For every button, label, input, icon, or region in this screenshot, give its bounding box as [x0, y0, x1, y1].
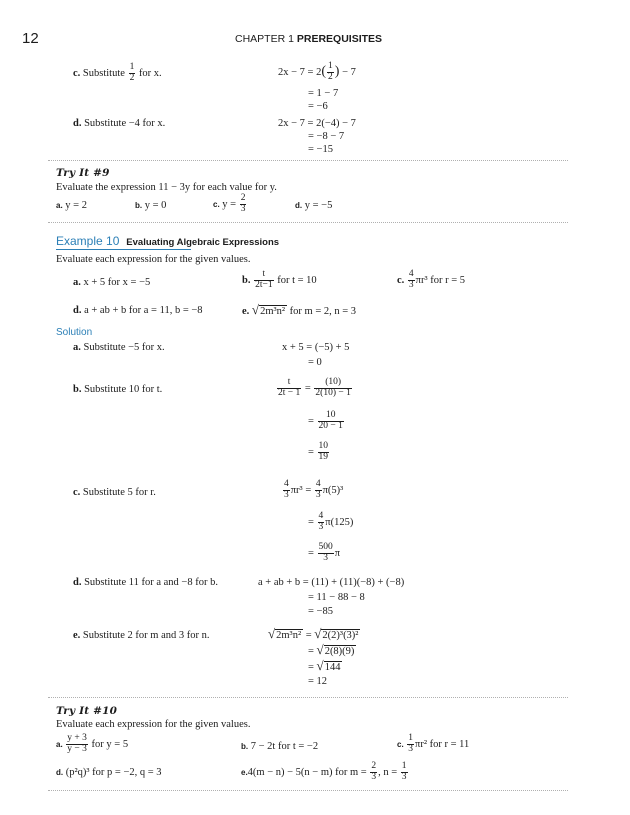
example-item: a. x + 5 for x = −5 [73, 277, 151, 288]
work-line: = $\frac{10}{20 - 1}$ [308, 410, 343, 431]
work-line: $\frac{4}{3}$ πr³ = $\frac{4}{3}$ π(5)³ [284, 479, 344, 500]
example-item: d. a + ab + b for a = 11, b = −8 [73, 305, 203, 316]
example-heading [56, 234, 279, 248]
item-label: c. [73, 67, 81, 79]
solution-step: e. Substitute 2 for m and 3 for n. [73, 630, 210, 641]
work-line: = 0 [308, 357, 322, 368]
running-header [235, 33, 382, 45]
item-text: Substitute −4 for x. [84, 118, 166, 129]
example-number: Example 10 [56, 234, 120, 248]
try-it-prompt: Evaluate the expression 11 − 3y for each value for y. [56, 182, 277, 193]
work-line: 2x − 7 = 2(−4) − 7 [278, 118, 356, 129]
chapter-label: CHAPTER 1 [235, 33, 294, 45]
divider [48, 160, 568, 161]
example-prompt: Evaluate each expression for the given values. [56, 254, 251, 265]
work-line: = √2(8)(9) [308, 642, 355, 657]
work-line: = 11 − 88 − 8 [308, 592, 365, 603]
work-line: 2x − 7 = 2( $\frac{1}{2}$ ) − 7 [278, 61, 356, 82]
work-line: a + ab + b = (11) + (11)(−8) + (−8) [258, 577, 405, 588]
fraction: $\frac{1}{2}$ [129, 62, 135, 83]
item-text: for x. [138, 67, 162, 79]
try-it-item: d. y = −5 [295, 200, 333, 211]
work-line: = −15 [308, 144, 333, 155]
try-it-item: e.4(m − n) − 5(n − m) for m = $\frac{2}{3}$ , n = $\frac{1}{3}$ [241, 761, 407, 782]
try-it-item: a. $\frac{y + 3}{y - 3}$ for y = 5 [56, 733, 129, 754]
divider [48, 790, 568, 791]
divider [48, 222, 568, 223]
work-line: $\frac{t}{2t - 1}$ = $\frac{(10)}{2(10) - 1}$ [278, 377, 351, 398]
work-line: = 12 [308, 676, 328, 687]
item-d [73, 118, 165, 129]
example-item: e. √2m³n² for m = 2, n = 3 [242, 302, 357, 317]
work-line: = 1 − 7 [308, 88, 339, 99]
work-line: = −85 [308, 606, 333, 617]
solution-step: d. Substitute 11 for a and −8 for b. [73, 577, 218, 588]
work-line: √2m³n² = √2(2)³(3)² [268, 626, 359, 641]
try-it-item: d. (p²q)³ for p = −2, q = 3 [56, 767, 162, 778]
try-it-item: a. y = 2 [56, 200, 87, 211]
item-c [73, 63, 162, 84]
solution-step: b. Substitute 10 for t. [73, 384, 163, 395]
item-text: Substitute [82, 67, 125, 79]
page-number: 12 [22, 30, 39, 47]
work-line: = $\frac{4}{3}$ π(125) [308, 511, 354, 532]
try-it-item: b. y = 0 [135, 200, 167, 211]
example-title: Evaluating Algebraic Expressions [126, 237, 280, 248]
try-it-prompt: Evaluate each expression for the given values. [56, 719, 251, 730]
work-line: x + 5 = (−5) + 5 [282, 342, 350, 353]
example-underline [56, 249, 191, 250]
example-item: c. $\frac{4}{3}$ πr³ for r = 5 [397, 269, 466, 290]
example-item: b. $\frac{t}{2t-1}$ for t = 10 [242, 269, 317, 290]
work-line: = √144 [308, 658, 341, 673]
work-line: = −6 [308, 101, 328, 112]
work-line: = $\frac{10}{19}$ [308, 441, 329, 462]
work-line: = −8 − 7 [308, 131, 345, 142]
section-label: PREREQUISITES [296, 33, 383, 45]
divider [48, 697, 568, 698]
try-it-item: c. $\frac{1}{3}$ πr² for r = 11 [397, 733, 470, 754]
work-line: = $\frac{500}{3}$ π [308, 542, 341, 563]
solution-heading: Solution [56, 327, 93, 338]
try-it-item: c. y = $\frac{2}{3}$ [213, 193, 246, 214]
solution-step: c. Substitute 5 for r. [73, 487, 156, 498]
solution-step: a. Substitute −5 for x. [73, 342, 165, 353]
try-it-heading: Try It #9 [56, 167, 110, 179]
try-it-heading: Try It #10 [56, 705, 118, 717]
item-label: d. [73, 118, 82, 129]
try-it-item: b. 7 − 2t for t = −2 [241, 741, 319, 752]
